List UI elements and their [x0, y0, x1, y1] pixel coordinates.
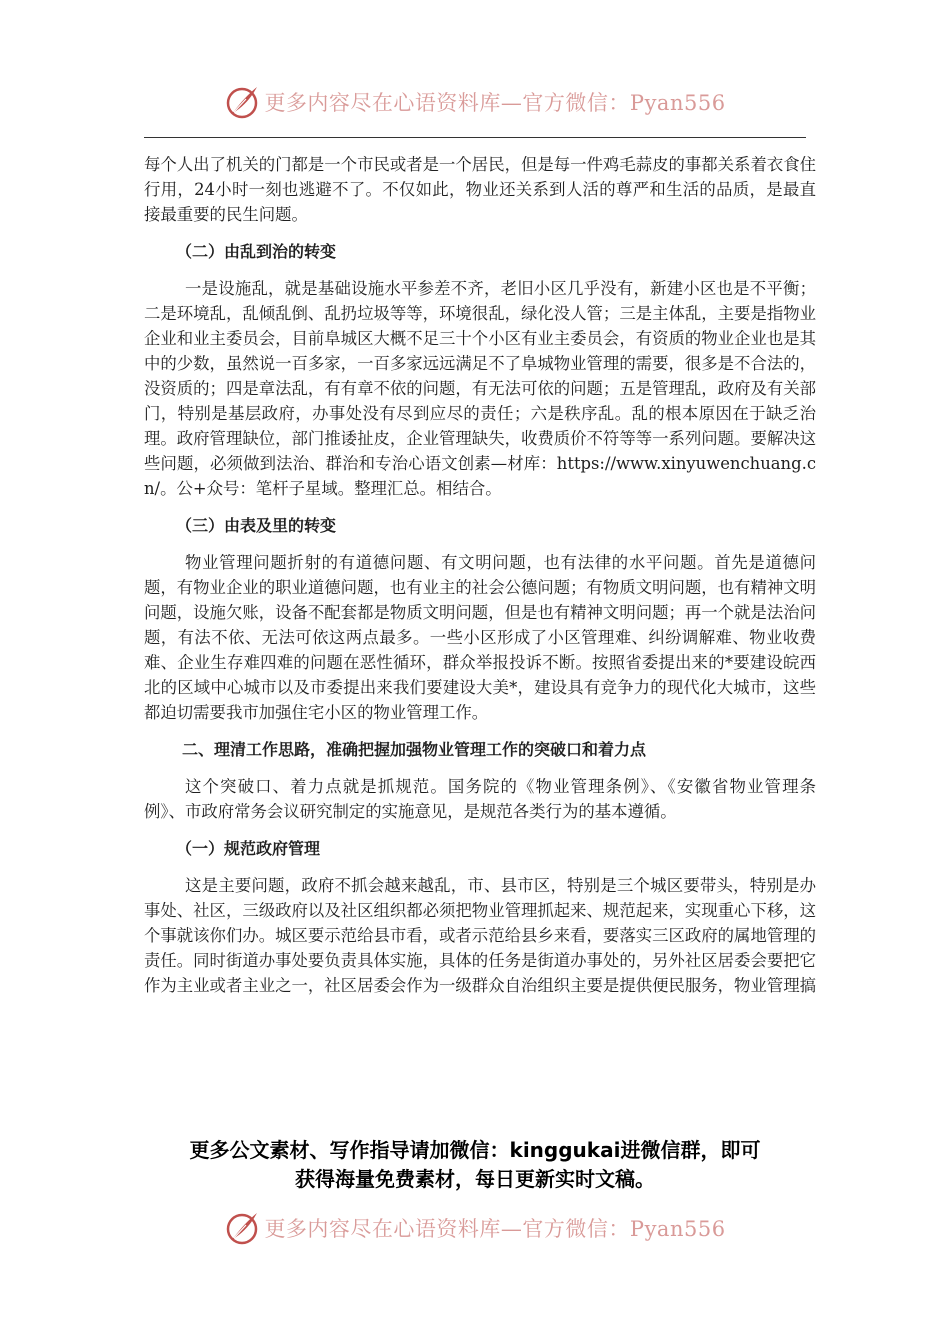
header-banner: [0, 80, 950, 124]
paragraph-regulate-government: 这是主要问题，政府不抓会越来越乱，市、县市区，特别是三个城区要带头，特别是办事处、社区，三级政府以及社区组织都必须把物业管理抓起来、规范起来，实现重心下移，这个事就该你们办。城区要示范给县市看，或者示范给县乡来看，要落实三区政府的属地管理的责任。同时街道办事处要负责具体实施，具体的任务是街道办事处的，另外社区居委会要把它作为主业或者主业之一，社区居委会作为一级群众自治组织主要是提供便民服务，物业管理搞: [144, 876, 817, 995]
quill-logo-icon: [224, 1210, 260, 1246]
promo-line-1: 更多公文素材、写作指导请加微信：kinggukai进微信群，即可: [189, 1138, 761, 1162]
quill-logo-icon: [224, 84, 260, 120]
footer-banner: [0, 1206, 950, 1250]
paragraph-intro-continued: 每个人出了机关的门都是一个市民或者是一个居民，但是每一件鸡毛蒜皮的事都关系着衣食住行用，24小时一刻也逃避不了。不仅如此，物业还关系到人活的尊严和生活的品质，是最直接最重要的民生问题。: [144, 155, 817, 224]
header-divider: [144, 137, 806, 138]
paragraph-chaos-to-order: 一是设施乱，就是基础设施水平参差不齐，老旧小区几乎没有，新建小区也是不平衡；二是环境乱，乱倾乱倒、乱扔垃圾等等，环境很乱，绿化没人管；三是主体乱，主要是指物业企业和业主委员会，目前阜城区大概不足三十个小区有业主委员会，有资质的物业企业也是其中的少数，虽然说一百多家，一百多家远远满足不了阜城物业管理的需要，很多是不合法的，没资质的；四是章法乱，有有章不依的问题，有无法可依的问题；五是管理乱，政府及有关部门，特别是基层政府，办事处没有尽到应尽的责任；六是秩序乱。乱的根本原因在于缺乏治理。政府管理缺位，部门推诿扯皮，企业管理缺失，收费质价不符等等一系列问题。要解决这些问题，必须做到法治、群治和专治心语文创素—材库：https://www.xinyuwenchuang.cn/。公+众号：笔杆子星域。整理汇总。相结合。: [144, 279, 817, 498]
section-heading-regulate-government: （一）规范政府管理: [176, 839, 321, 858]
promo-line-2: 获得海量免费素材，每日更新实时文稿。: [295, 1167, 655, 1191]
footer-banner-text: 更多内容尽在心语资料库—官方微信：Pyan556: [264, 1217, 726, 1241]
paragraph-work-approach: 这个突破口、着力点就是抓规范。国务院的《物业管理条例》、《安徽省物业管理条例》、市政府常务会议研究制定的实施意见，是规范各类行为的基本遵循。: [144, 777, 816, 821]
document-body: [144, 152, 816, 1010]
header-banner-text: 更多内容尽在心语资料库—官方微信：Pyan556: [264, 91, 726, 115]
section-heading-surface-to-inside: （三）由表及里的转变: [176, 516, 337, 535]
section-heading-work-approach: 二、理清工作思路，准确把握加强物业管理工作的突破口和着力点: [182, 740, 647, 759]
promo-notice: [100, 1136, 850, 1194]
paragraph-surface-to-inside: 物业管理问题折射的有道德问题、有文明问题，也有法律的水平问题。首先是道德问题，有物业企业的职业道德问题，也有业主的社会公德问题；有物质文明问题，也有精神文明问题，设施欠账，设备不配套都是物质文明问题，但是也有精神文明问题；再一个就是法治问题，有法不依、无法可依这两点最多。一些小区形成了小区管理难、纠纷调解难、物业收费难、企业生存难四难的问题在恶性循环，群众举报投诉不断。按照省委提出来的*要建设皖西北的区域中心城市以及市委提出来我们要建设大美*，建设具有竞争力的现代化大城市，这些都迫切需要我市加强住宅小区的物业管理工作。: [144, 553, 817, 722]
section-heading-chaos-to-order: （二）由乱到治的转变: [176, 242, 337, 261]
